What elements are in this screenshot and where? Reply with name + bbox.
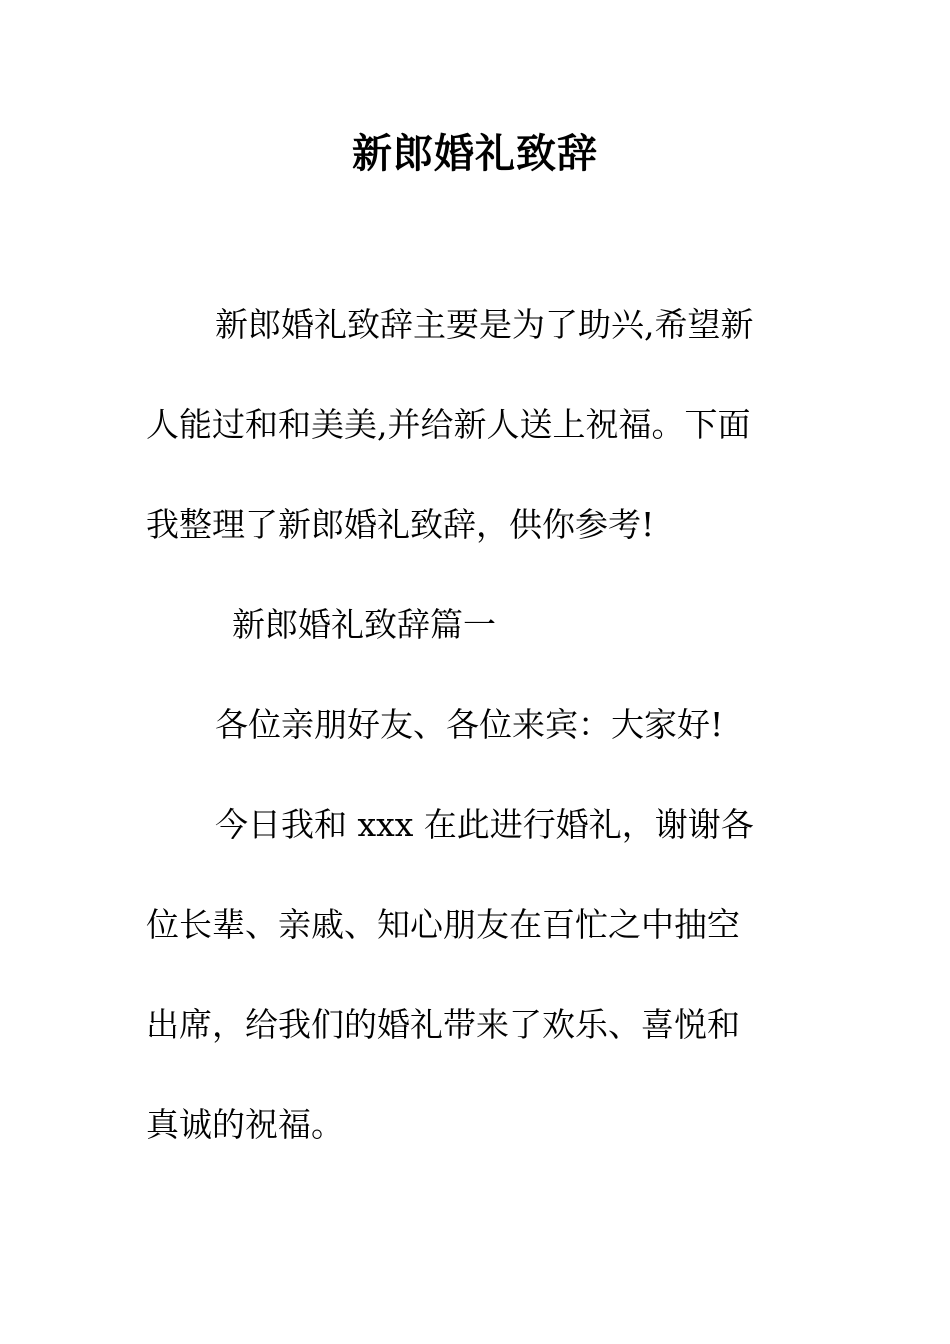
paragraph-line: 我整理了新郎婚礼致辞，供你参考! — [146, 505, 655, 544]
paragraph-line: 人能过和和美美,并给新人送上祝福。下面 — [146, 405, 751, 444]
paragraph-line: 今日我和 xxx 在此进行婚礼，谢谢各 — [215, 805, 754, 844]
paragraph-line: 真诚的祝福。 — [146, 1105, 344, 1144]
paragraph-line: 位长辈、亲戚、知心朋友在百忙之中抽空 — [146, 905, 740, 944]
section-heading: 新郎婚礼致辞篇一 — [232, 605, 496, 644]
paragraph-line: 新郎婚礼致辞主要是为了助兴,希望新 — [215, 305, 754, 344]
document-title: 新郎婚礼致辞 — [352, 130, 598, 177]
paragraph-line: 各位亲朋好友、各位来宾：大家好! — [215, 705, 724, 744]
paragraph-line: 出席，给我们的婚礼带来了欢乐、喜悦和 — [146, 1005, 740, 1044]
